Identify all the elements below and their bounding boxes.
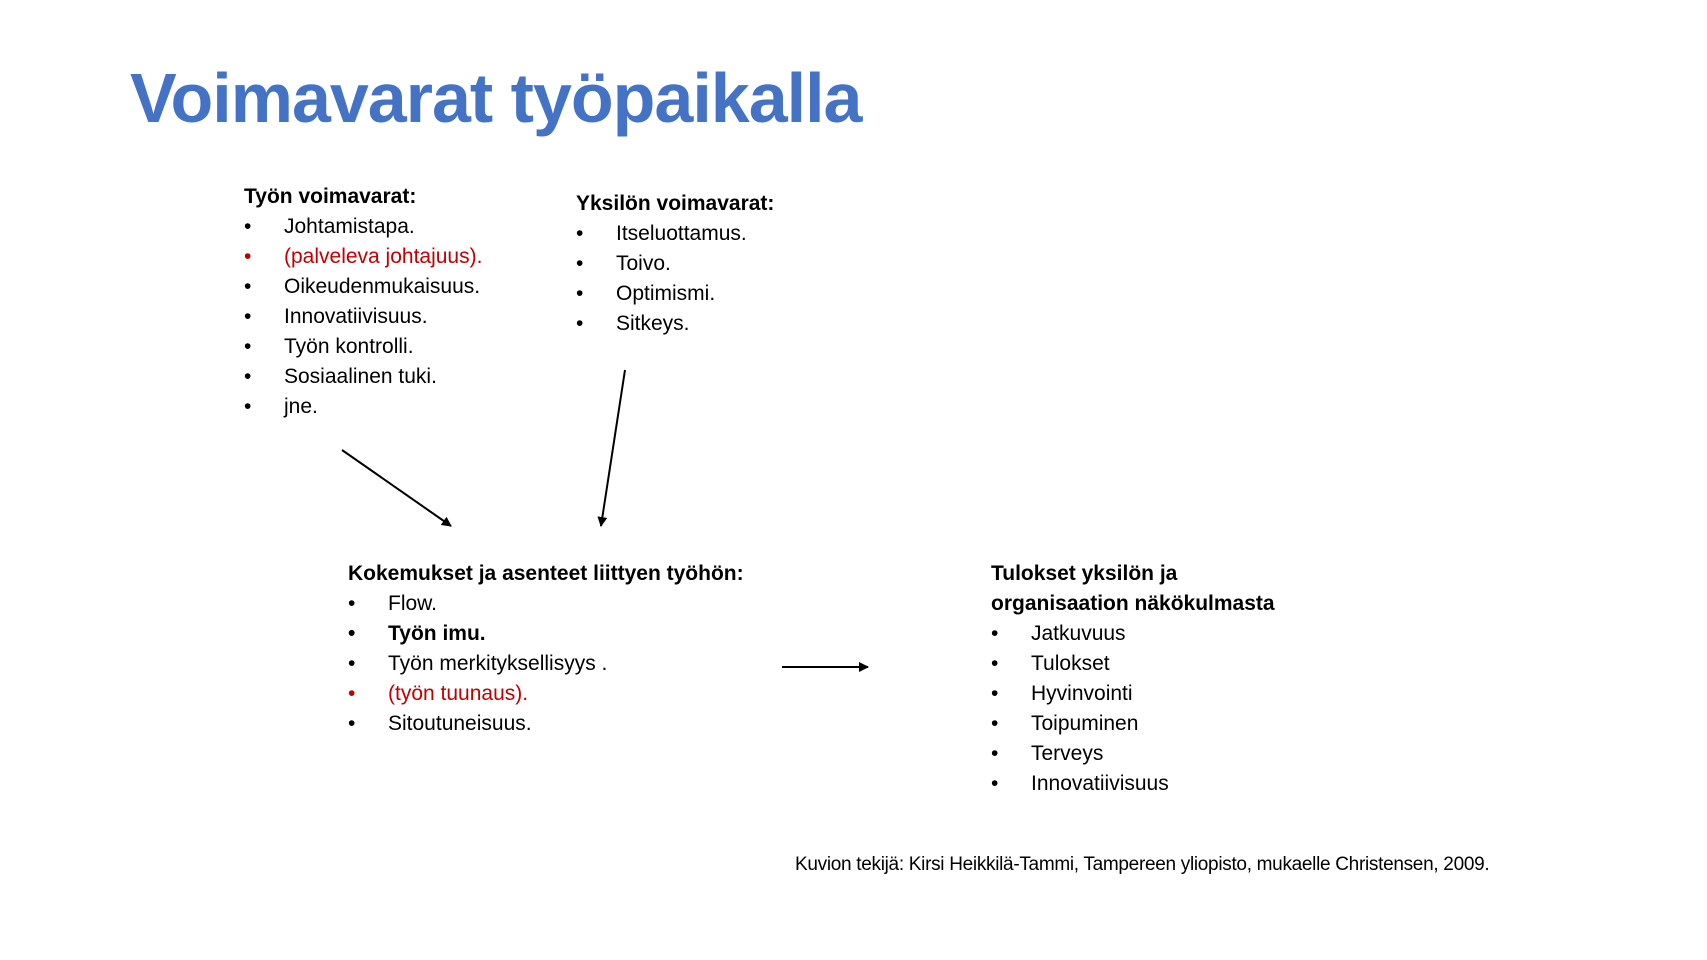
list-item: • Toivo. bbox=[576, 249, 774, 279]
list-item: • Sitkeys. bbox=[576, 309, 774, 339]
block-heading: Työn voimavarat: bbox=[244, 185, 417, 208]
list-item: • Työn imu. bbox=[348, 619, 744, 649]
list-item: • Oikeudenmukaisuus. bbox=[244, 272, 482, 302]
list-item: • Tulokset bbox=[991, 649, 1275, 679]
list-item: • Työn kontrolli. bbox=[244, 332, 482, 362]
list-item: • Hyvinvointi bbox=[991, 679, 1275, 709]
list-item: • Flow. bbox=[348, 589, 744, 619]
list-item: • Toipuminen bbox=[991, 709, 1275, 739]
list-item: • Innovatiivisuus bbox=[991, 769, 1275, 799]
figure-credit: Kuvion tekijä: Kirsi Heikkilä-Tammi, Tampereen yliopisto, mukaelle Christensen, 2009. bbox=[795, 854, 1490, 875]
list-item: • Itseluottamus. bbox=[576, 219, 774, 249]
list-item: • Jatkuvuus bbox=[991, 619, 1275, 649]
block-heading: Kokemukset ja asenteet liittyen työhön: bbox=[348, 562, 744, 585]
slide-title: Voimavarat työpaikalla bbox=[130, 59, 862, 137]
list-item: • jne. bbox=[244, 392, 482, 422]
list-item: • Johtamistapa. bbox=[244, 212, 482, 242]
list-item: • Innovatiivisuus. bbox=[244, 302, 482, 332]
block-heading: Yksilön voimavarat: bbox=[576, 192, 775, 215]
list-item: • Sitoutuneisuus. bbox=[348, 709, 744, 739]
list-item: • Työn merkityksellisyys . bbox=[348, 649, 744, 679]
arrow-yksilo-to-kokemukset bbox=[601, 370, 625, 526]
list-item: • Optimismi. bbox=[576, 279, 774, 309]
block-heading-line2: organisaation näkökulmasta bbox=[991, 592, 1275, 615]
list-item: • Sosiaalinen tuki. bbox=[244, 362, 482, 392]
arrow-tyo-to-kokemukset bbox=[342, 450, 451, 526]
block-heading-line1: Tulokset yksilön ja bbox=[991, 562, 1178, 585]
list-item: • (palveleva johtajuus). bbox=[244, 242, 482, 272]
list-item: • Terveys bbox=[991, 739, 1275, 769]
list-item: • (työn tuunaus). bbox=[348, 679, 744, 709]
